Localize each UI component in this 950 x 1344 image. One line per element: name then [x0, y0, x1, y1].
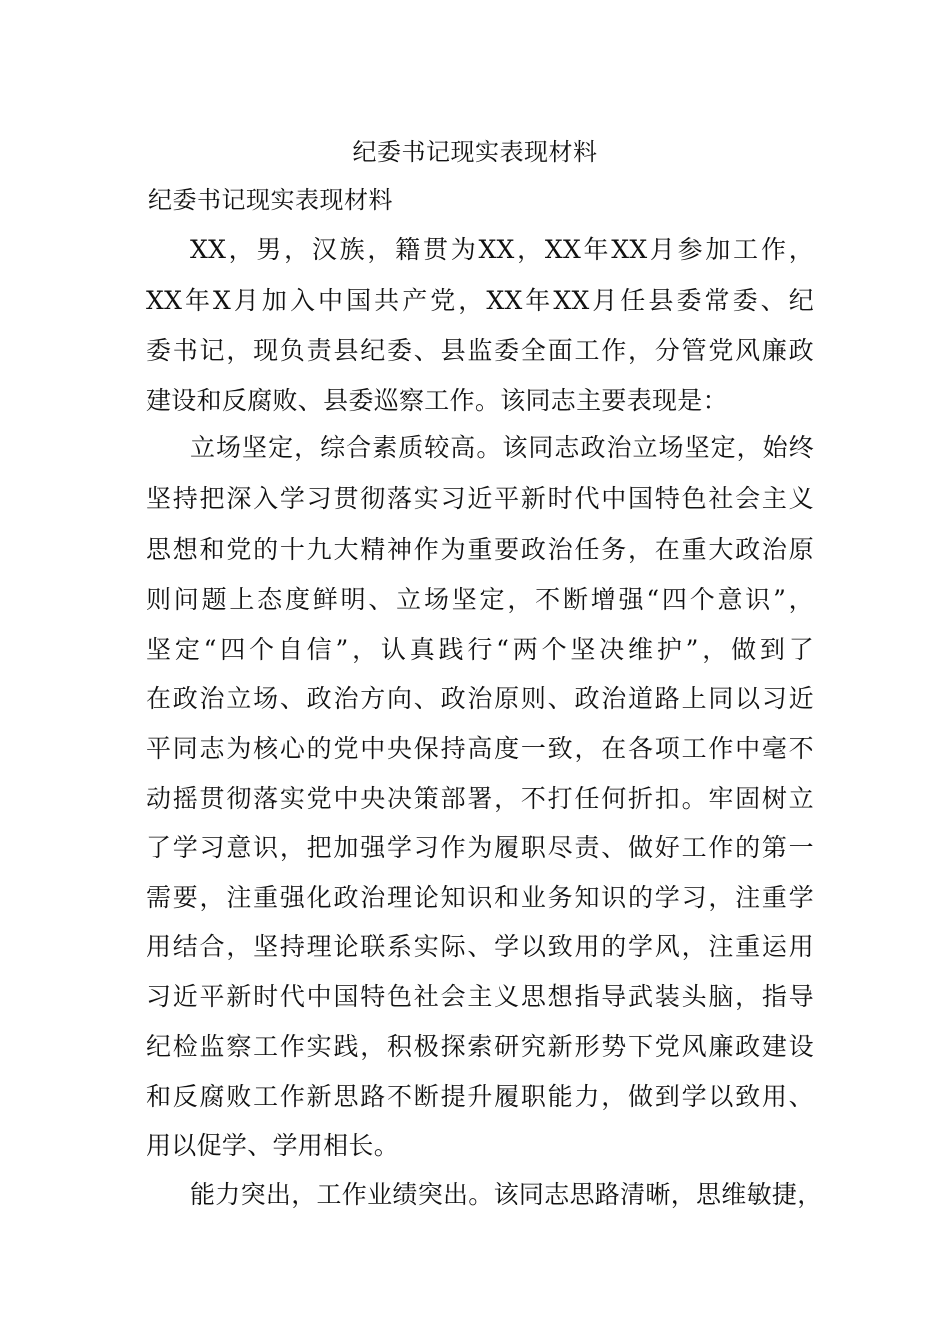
paragraph-2-line-9: 了学习意识，把加强学习作为履职尽责、做好工作的第一: [146, 833, 814, 862]
paragraph-2-line-14: 和反腐败工作新思路不断提升履职能力，做到学以致用、: [146, 1082, 814, 1111]
paragraph-1-line-4: 建设和反腐败、县委巡察工作。该同志主要表现是：: [146, 386, 728, 415]
paragraph-2-line-10: 需要，注重强化政治理论知识和业务知识的学习，注重学: [146, 883, 814, 912]
paragraph-2-line-8: 动摇贯彻落实党中央决策部署，不打任何折扣。牢固树立: [146, 784, 814, 813]
paragraph-2-line-15: 用以促学、学用相长。: [146, 1131, 400, 1160]
paragraph-2-line-2: 坚持把深入学习贯彻落实习近平新时代中国特色社会主义: [146, 484, 814, 513]
paragraph-3-line-1: 能力突出，工作业绩突出。该同志思路清晰，思维敏捷，: [190, 1180, 823, 1209]
paragraph-1-line-1: XX，男，汉族，籍贯为XX，XX年XX月参加工作，: [190, 235, 814, 264]
paragraph-1-line-2: XX年X月加入中国共产党，XX年XX月任县委常委、纪: [146, 286, 814, 315]
paragraph-2-line-11: 用结合，坚持理论联系实际、学以致用的学风，注重运用: [146, 932, 814, 961]
paragraph-2-line-1: 立场坚定，综合素质较高。该同志政治立场坚定，始终: [190, 433, 814, 462]
paragraph-1-line-3: 委书记，现负责县纪委、县监委全面工作，分管党风廉政: [146, 336, 814, 365]
paragraph-2-line-4: 则问题上态度鲜明、立场坚定，不断增强“四个意识”，: [146, 585, 814, 614]
document-subtitle: 纪委书记现实表现材料: [148, 186, 393, 214]
document-title: 纪委书记现实表现材料: [352, 138, 598, 166]
paragraph-2-line-13: 纪检监察工作实践，积极探索研究新形势下党风廉政建设: [146, 1032, 814, 1061]
paragraph-2-line-6: 在政治立场、政治方向、政治原则、政治道路上同以习近: [146, 684, 814, 713]
paragraph-2-line-3: 思想和党的十九大精神作为重要政治任务，在重大政治原: [146, 535, 814, 564]
paragraph-2-line-12: 习近平新时代中国特色社会主义思想指导武装头脑，指导: [146, 982, 814, 1011]
paragraph-2-line-5: 坚定“四个自信”，认真践行“两个坚决维护”，做到了: [146, 635, 814, 664]
paragraph-2-line-7: 平同志为核心的党中央保持高度一致，在各项工作中毫不: [146, 734, 814, 763]
